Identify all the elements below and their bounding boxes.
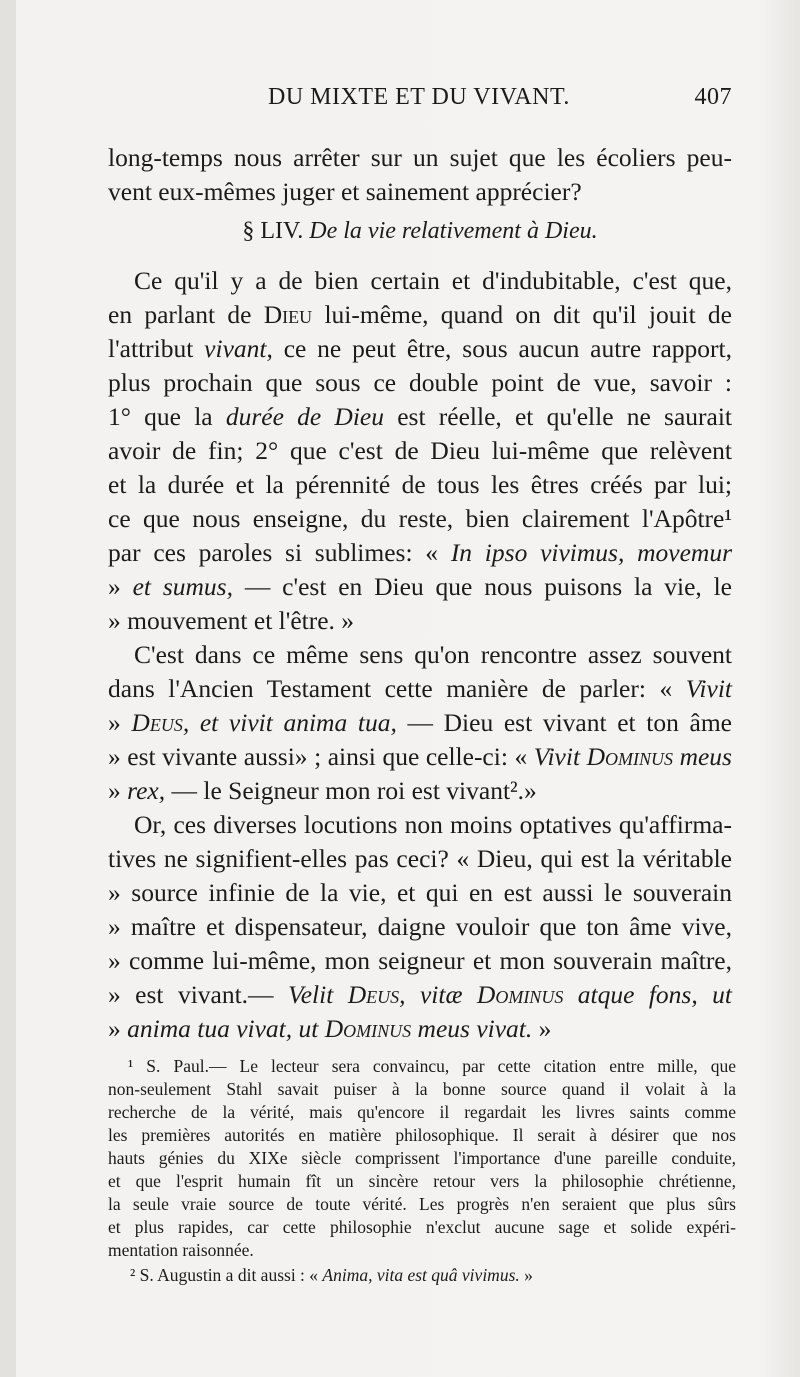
footnote-line: mentation raisonnée. [108,1240,254,1260]
running-title: DU MIXTE ET DU VIVANT. [268,84,570,110]
text-line: » Deus, et vivit anima tua, — Dieu est vivant et ton âme [108,708,732,737]
text-line: avoir de fin; 2° que c'est de Dieu lui-même que relèvent [108,436,732,465]
footnote-line: non-seulement Stahl savait puiser à la bonne source quand il volait à la [108,1079,736,1099]
text-line: par ces paroles si sublimes: « In ipso vivimus, movemur [108,538,732,567]
text-line: » anima tua vivat, ut Dominus meus vivat. » [108,1014,552,1043]
text-line: ce que nous enseigne, du reste, bien clairement l'Apôtre¹ [108,504,732,533]
text-line: dans l'Ancien Testament cette manière de parler: « Vivit [108,674,732,703]
text-line: » source infinie de la vie, et qui en est aussi le souverain [108,878,732,907]
text-line: » est vivant.— Velit Deus, vitæ Dominus atque fons, ut [108,980,732,1009]
footnote-line: ¹ S. Paul.— Le lecteur sera convaincu, par cette citation entre mille, que [128,1056,736,1076]
text-line: C'est dans ce même sens qu'on rencontre assez souvent [134,640,732,669]
section-heading [108,218,732,245]
text-line: en parlant de Dieu lui-même, quand on dit qu'il jouit de [108,300,733,329]
footnote-line: et que l'esprit humain fît un sincère retour vers la philosophie chrétienne, [108,1171,736,1191]
page-edge [0,0,16,1377]
section-mark: § LIV. [242,218,304,244]
footnote-line: et plus rapides, car cette philosophie n'exclut aucune sage et solide expéri- [108,1217,736,1237]
text-line: » mouvement et l'être. » [108,606,355,635]
text-line: l'attribut vivant, ce ne peut être, sous aucun autre rapport, [108,334,732,363]
text-line: » rex, — le Seigneur mon roi est vivant².» [108,776,537,805]
text-line: » maître et dispensateur, daigne vouloir que ton âme vive, [108,912,732,941]
footnote-line: hauts génies du XIXe siècle comprissent l'importance d'une pareille conduite, [108,1148,736,1168]
text-line: et la durée et la pérennité de tous les êtres créés par lui; [108,470,732,499]
footnote-line: ² S. Augustin a dit aussi : « Anima, vita est quâ vivimus. » [130,1265,533,1285]
text-line: plus prochain que sous ce double point de vue, savoir : [108,368,732,397]
footnote-line: les premières autorités en matière philosophique. Il serait à désirer que nos [108,1125,736,1145]
text-line: » et sumus, — c'est en Dieu que nous puisons la vie, le [108,572,733,601]
text-line: » est vivante aussi» ; ainsi que celle-ci: « Vivit Dominus meus [108,742,732,771]
running-header [108,84,732,120]
page-number: 407 [694,84,732,110]
section-title: De la vie relativement à Dieu. [309,218,598,244]
text-line: Ce qu'il y a de bien certain et d'indubitable, c'est que, [134,266,732,295]
footnote-line: la seule vraie source de toute vérité. Les progrès n'en seraient que plus sûrs [108,1194,736,1214]
text-line: » comme lui-même, mon seigneur et mon souverain maître, [108,946,732,975]
text-line: long-temps nous arrêter sur un sujet que les écoliers peu- [108,143,732,172]
text-line: Or, ces diverses locutions non moins optatives qu'affirma- [134,810,732,839]
text-line: tives ne signifient-elles pas ceci? « Dieu, qui est la véritable [108,844,732,873]
footnote-line: recherche de la vérité, mais qu'encore il regardait les livres saints comme [108,1102,736,1122]
text-line: vent eux-mêmes juger et sainement apprécier? [108,177,582,206]
text-line: 1° que la durée de Dieu est réelle, et qu'elle ne saurait [108,402,732,431]
